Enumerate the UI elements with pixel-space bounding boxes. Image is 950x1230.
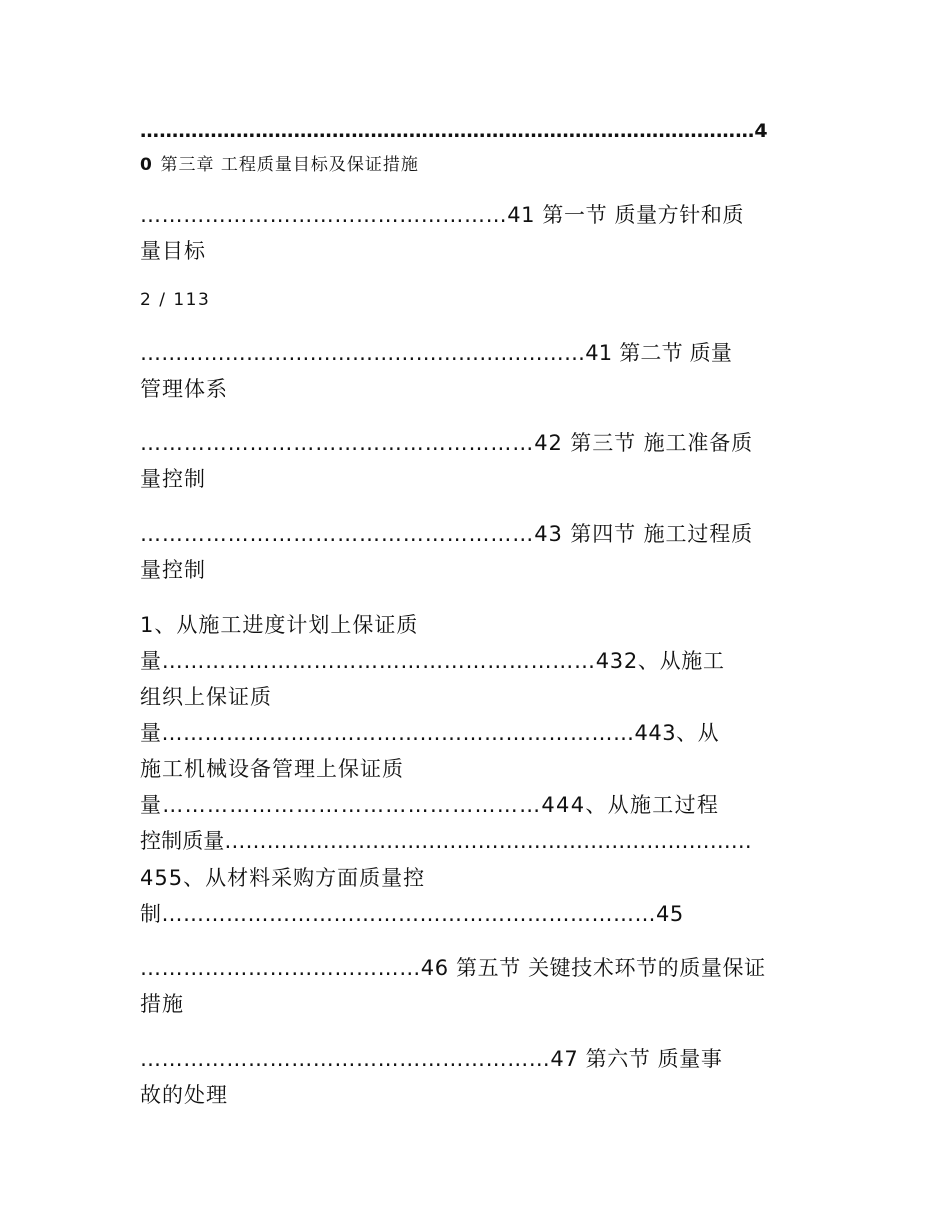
toc-leader-line: ……………………………………………………………………………………4	[140, 120, 768, 142]
toc-entry-line: ………………………………………………42 第三节 施工准备质	[140, 431, 754, 455]
toc-entry-line: 455、从材料采购方面质量控	[140, 866, 426, 890]
chapter-title: 第三章 工程质量目标及保证措施	[160, 155, 419, 175]
toc-entry-line: ………………………………………………43 第四节 施工过程质	[140, 522, 754, 546]
toc-chapter-line	[140, 153, 419, 174]
toc-entry-line: 量目标	[140, 239, 206, 263]
toc-entry-line: 措施	[140, 992, 184, 1016]
toc-entry-line: ……………………………………………41 第一节 质量方针和质	[140, 203, 745, 227]
toc-entry-line: 量……………………………………………………432、从施工	[140, 649, 725, 673]
toc-entry-line: 量…………………………………………………………443、从	[140, 721, 720, 745]
page-number-fragment: 0	[140, 155, 153, 175]
toc-entry-line: 组织上保证质	[140, 685, 272, 709]
toc-entry-line: 量控制	[140, 558, 206, 582]
toc-entry-line: 控制质量…………………………………………………………………	[140, 829, 752, 853]
toc-entry-line: …………………………………46 第五节 关键技术环节的质量保证	[140, 956, 766, 980]
toc-entry-line: 量……………………………………………444、从施工过程	[140, 793, 720, 817]
toc-entry-line: 施工机械设备管理上保证质	[140, 757, 404, 781]
toc-entry-line: 管理体系	[140, 377, 228, 401]
page-counter: 2 / 113	[140, 290, 211, 310]
toc-entry-line: 故的处理	[140, 1083, 228, 1107]
toc-entry-line: 制……………………………………………………………45	[140, 902, 684, 926]
toc-entry-line: 量控制	[140, 467, 206, 491]
toc-entry-line: 1、从施工进度计划上保证质	[140, 613, 419, 637]
toc-entry-line: …………………………………………………47 第六节 质量事	[140, 1047, 723, 1071]
toc-entry-line: ………………………………………………………41 第二节 质量	[140, 341, 733, 365]
